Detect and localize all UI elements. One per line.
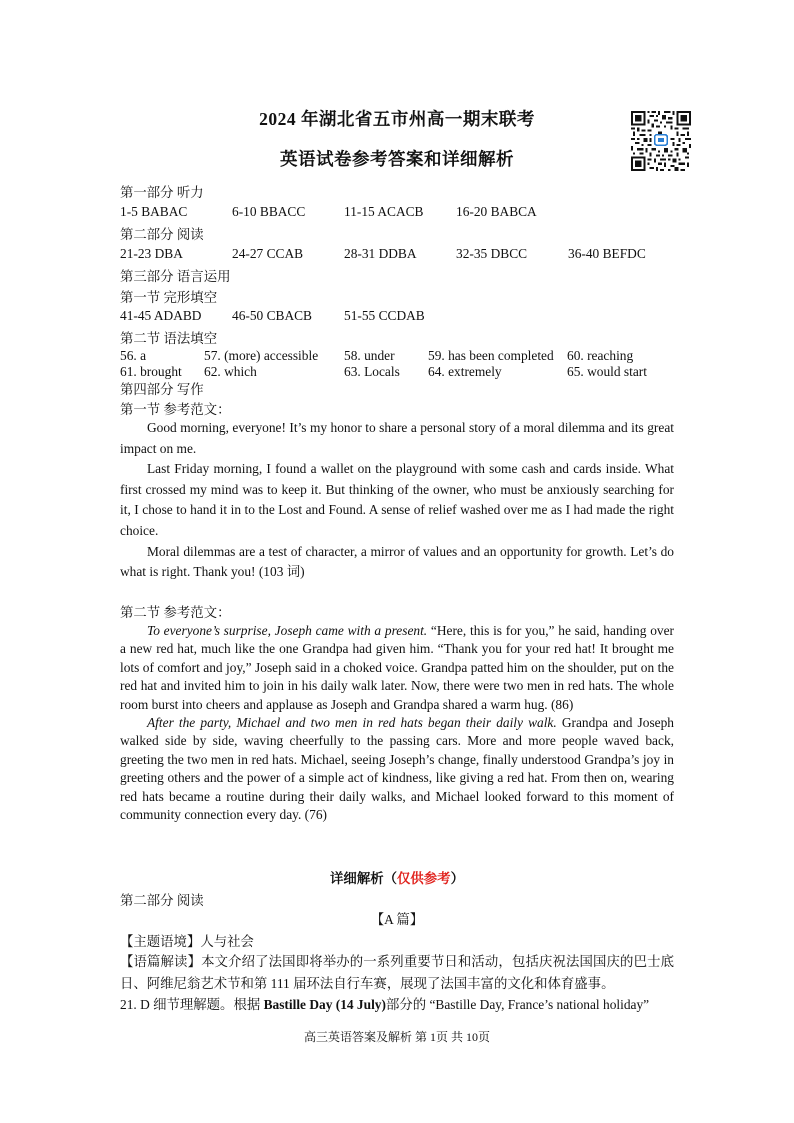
reading-answer-1: 21-23 DBA [120,246,183,261]
reading-answer-4: 32-35 DBCC [456,246,528,261]
grammar-heading: 第二节 语法填空 [120,331,218,346]
cloze-answer-2: 46-50 CBACB [232,308,312,323]
q21-text-end: 部分的 “Bastille Day, France’s national holiday” [385,997,650,1012]
qr-code-icon [631,111,691,171]
question-21-analysis [120,994,649,1013]
analysis-title [0,868,794,887]
listening-answer-3: 11-15 ACACB [344,204,424,219]
essay1-paragraph: Good morning, everyone! It’s my honor to share a personal story of a moral dilemma and its great impact on me. [120,420,674,456]
essay2-lead-sentence: To everyone’s surprise, Joseph came with a present. [147,623,428,638]
listening-answer-2: 6-10 BBACC [232,204,306,219]
essay2-body: Grandpa and Joseph walked side by side, waving cheerfully to the passing cars. More and more people waved back, greeting the two men in red hats. Michael, seeing Joseph’s change, finally understood Grandpa’s joy in greeting others and the power of a simple act of kindness, like giving a red hat. From then on, wearing red hats became a routine during their daily walks, and Michael looked forward to this moment of community connection every day. (76) [120,715,674,823]
listening-answer-4: 16-20 BABCA [456,204,537,219]
essay2-body: “Here, this is for you,” he said, handing over a new red hat, much like the one Grandpa had given him. “Thank you for your red hat! It brought me lots of comfort and joy,” Joseph said in a choked voice. Grandpa patted him on the shoulder, put on the red hat and invited him to join in his daily walk later. Now, there were two men in red hats. The whole room burst into cheers and applause as Joseph and Grandpa shared a warm hug. (86) [120,623,674,712]
reading-answer-5: 36-40 BEFDC [568,246,646,261]
cloze-heading: 第一节 完形填空 [120,290,218,305]
passage-summary [120,951,674,994]
part4-heading: 第四部分 写作 [120,382,204,397]
exam-title: 2024 年湖北省五市州高一期末联考 [259,109,535,129]
cloze-answer-1: 41-45 ADABD [120,308,202,323]
writing-section1-heading: 第一节 参考范文： [120,402,231,417]
q21-text: 21. D 细节理解题。根据 [120,997,264,1012]
theme-context: 【主题语境】人与社会 [120,934,254,949]
reading-answer-3: 28-31 DDBA [344,246,417,261]
listening-answer-1: 1-5 BABAC [120,204,188,219]
passage-label: 【A 篇】 [370,912,424,927]
essay2-paragraph [120,714,674,824]
analysis-title-end: ） [450,871,464,886]
grammar-answer: 64. extremely [428,364,502,379]
page-footer: 高三英语答案及解析 第 1页 共 10页 [303,1030,490,1044]
grammar-answer: 57. (more) accessible [204,348,319,363]
essay2-lead-sentence: After the party, Michael and two men in red hats began their daily walk. [147,715,557,731]
part2-heading: 第二部分 阅读 [120,227,204,242]
writing-section2-heading: 第二节 参考范文： [120,605,231,620]
grammar-answer: 65. would start [567,364,647,379]
grammar-answer: 59. has been completed [428,348,554,363]
model-essay-1 [120,418,674,583]
essay2-paragraph [120,622,674,714]
reading-answer-2: 24-27 CCAB [232,246,304,261]
exam-subtitle: 英语试卷参考答案和详细解析 [280,149,514,169]
grammar-answer: 63. Locals [344,364,400,379]
grammar-answer: 61. brought [120,364,182,379]
part3-heading: 第三部分 语言运用 [120,269,231,284]
model-essay-2 [120,622,674,824]
grammar-answer: 56. a [120,348,147,363]
grammar-answer: 58. under [344,348,395,363]
cloze-answer-3: 51-55 CCDAB [344,308,425,323]
analysis-title-note: 仅供参考 [397,871,451,886]
essay1-paragraph: Moral dilemmas are a test of character, a mirror of values and an opportunity for growth. Let’s do what is right. Thank you! (103 词) [120,543,674,580]
part1-heading: 第一部分 听力 [120,185,204,200]
essay1-paragraph: Last Friday morning, I found a wallet on the playground with some cash and cards inside. What first crossed my mind was to keep it. But thinking of the owner, who must be anxiously searching for it, I chose to hand it in to the Lost and Found. A sense of relief washed over me as I had made the right choice. [120,461,674,538]
passage-summary-text: 【语篇解读】本文介绍了法国即将举办的一系列重要节日和活动，包括庆祝法国国庆的巴士底日、阿维尼翁艺术节和第 111 届环法自行车赛，展现了法国丰富的文化和体育盛事。 [120,954,674,991]
grammar-answer: 60. reaching [567,348,634,363]
grammar-answer: 62. which [204,364,257,379]
analysis-title-text: 详细解析（ [330,871,397,886]
q21-bold-text: Bastille Day (14 July) [263,997,386,1012]
analysis-part-heading: 第二部分 阅读 [120,893,204,908]
